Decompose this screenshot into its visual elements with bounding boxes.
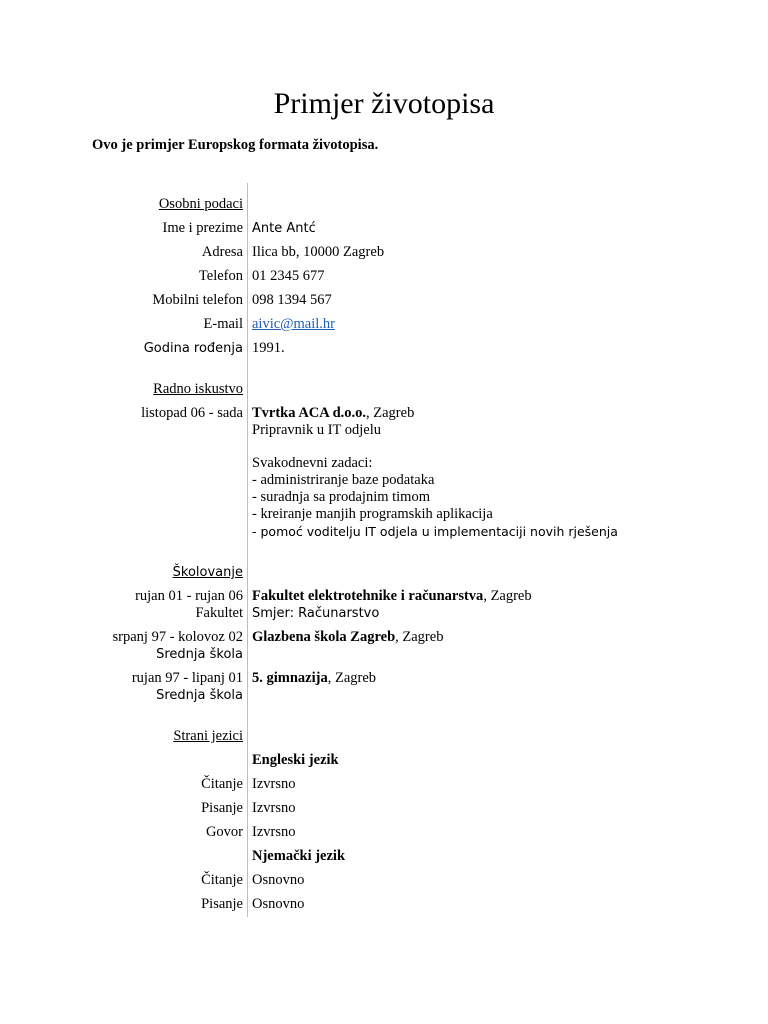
address-label: Adresa	[201, 244, 243, 260]
skill-label: Govor	[205, 824, 243, 840]
birth-label: Godina rođenja	[143, 341, 243, 356]
edu-period: srpanj 97 - kolovoz 02	[112, 629, 243, 645]
skill-label: Čitanje	[201, 776, 243, 792]
skill-level: Osnovno	[252, 896, 305, 912]
section-heading-languages: Strani jezici	[173, 728, 243, 744]
school-name: Fakultet elektrotehnike i računarstva	[252, 588, 484, 604]
section-heading-experience: Radno iskustvo	[153, 381, 243, 397]
company-city: , Zagreb	[366, 405, 415, 421]
school-name: Glazbena škola Zagreb	[252, 629, 396, 645]
skill-label: Pisanje	[201, 800, 243, 816]
edu-type: Srednja škola	[156, 688, 243, 703]
school-city: , Zagreb	[327, 670, 377, 686]
skill-level: Osnovno	[252, 872, 305, 888]
name-value: Ante Antć	[252, 221, 316, 236]
name-label: Ime i prezime	[162, 220, 243, 236]
birth-value: 1991.	[252, 340, 285, 356]
task-item: - pomoć voditelju IT odjela u implementaciji novih rješenja	[252, 524, 618, 539]
page-title: Primjer životopisa	[273, 87, 495, 120]
skill-label: Pisanje	[201, 896, 243, 912]
edu-type: Fakultet	[195, 605, 243, 621]
school-name: 5. gimnazija	[252, 670, 328, 686]
phone-value: 01 2345 677	[252, 268, 325, 284]
mobile-value: 098 1394 567	[252, 292, 332, 308]
task-item: - suradnja sa prodajnim timom	[252, 489, 430, 505]
mobile-label: Mobilni telefon	[152, 292, 243, 308]
skill-label: Čitanje	[201, 872, 243, 888]
company-name: Tvrtka ACA d.o.o.	[252, 405, 367, 421]
task-item: - administriranje baze podataka	[252, 472, 435, 488]
column-divider	[247, 183, 248, 917]
school-city: , Zagreb	[483, 588, 532, 604]
experience-company	[252, 405, 414, 422]
skill-level: Izvrsno	[252, 824, 296, 840]
section-heading-education: Školovanje	[172, 565, 243, 580]
skill-level: Izvrsno	[252, 776, 296, 792]
address-value: Ilica bb, 10000 Zagreb	[252, 244, 385, 260]
edu-school	[252, 629, 443, 646]
language-name: Engleski jezik	[252, 752, 339, 768]
experience-position: Pripravnik u IT odjelu	[252, 422, 382, 438]
school-city: , Zagreb	[395, 629, 444, 645]
language-name: Njemački jezik	[252, 848, 346, 864]
page-subtitle: Ovo je primjer Europskog formata životopisa.	[92, 137, 379, 153]
edu-school	[252, 670, 376, 687]
edu-period: rujan 97 - lipanj 01	[131, 670, 243, 686]
experience-period: listopad 06 - sada	[141, 405, 243, 421]
edu-detail: Smjer: Računarstvo	[252, 606, 380, 621]
task-item: - kreiranje manjih programskih aplikacija	[252, 506, 493, 522]
edu-type: Srednja škola	[156, 647, 243, 662]
email-link[interactable]: aivic@mail.hr	[252, 316, 336, 332]
section-heading-personal: Osobni podaci	[158, 196, 243, 212]
email-label: E-mail	[203, 316, 243, 332]
phone-label: Telefon	[198, 268, 243, 284]
edu-school	[252, 588, 532, 605]
tasks-heading: Svakodnevni zadaci:	[252, 455, 373, 471]
skill-level: Izvrsno	[252, 800, 296, 816]
edu-period: rujan 01 - rujan 06	[135, 588, 243, 604]
